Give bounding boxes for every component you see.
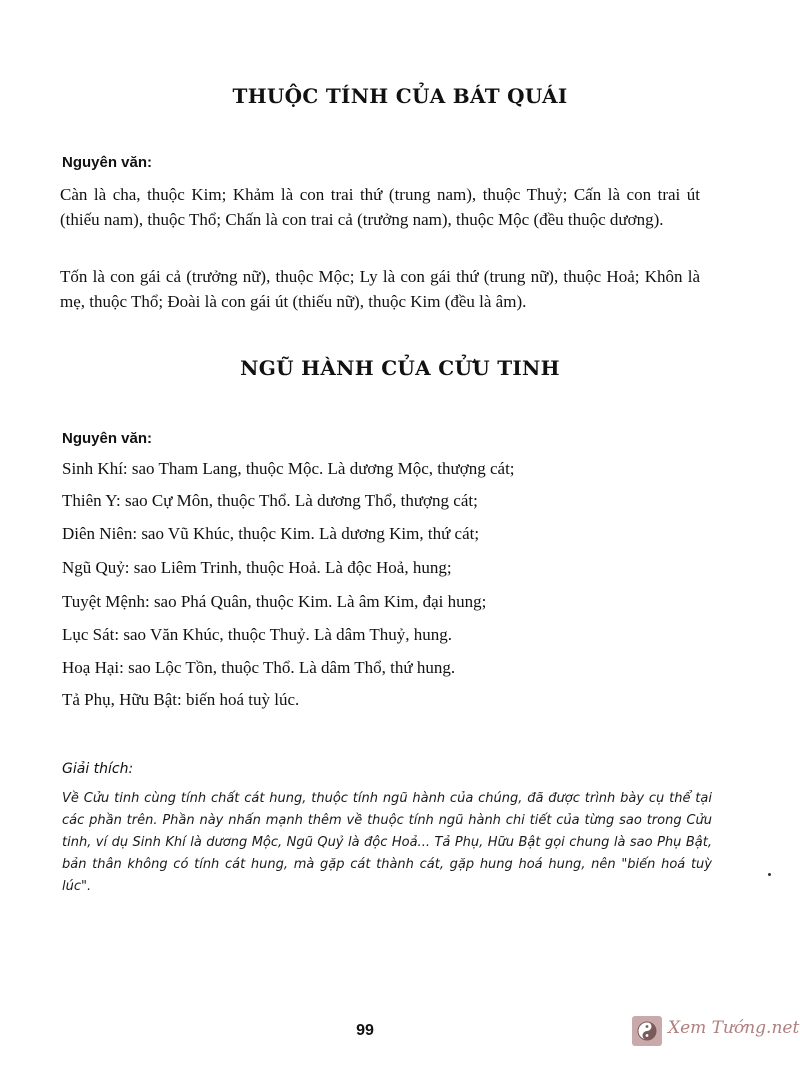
star-line-dien-nien: Diên Niên: sao Vũ Khúc, thuộc Kim. Là dương Kim, thứ cát;: [62, 524, 480, 543]
section2-subtitle: Nguyên văn:: [62, 430, 153, 447]
yin-yang-icon: [632, 1016, 662, 1046]
section1-title: THUỘC TÍNH CỦA BÁT QUÁI: [232, 84, 568, 108]
watermark: [632, 1012, 800, 1052]
section2-title: NGŨ HÀNH CỦA CỬU TINH: [240, 356, 560, 380]
star-line-tuyet-menh: Tuyệt Mệnh: sao Phá Quân, thuộc Kim. Là âm Kim, đại hung;: [62, 592, 487, 611]
section1-paragraph-1: Càn là cha, thuộc Kim; Khảm là con trai thứ (trung nam), thuộc Thuỷ; Cấn là con trai út (thiếu nam), thuộc Thổ; Chấn là con trai cả (trưởng nam), thuộc Mộc (đều thuộc dương).: [60, 185, 700, 229]
section1-subtitle: Nguyên văn:: [62, 154, 153, 171]
star-line-thien-y: Thiên Y: sao Cự Môn, thuộc Thổ. Là dương Thổ, thượng cát;: [62, 491, 478, 510]
star-line-sinh-khi: Sinh Khí: sao Tham Lang, thuộc Mộc. Là dương Mộc, thượng cát;: [62, 459, 515, 478]
stray-dot: [768, 873, 771, 876]
star-line-ta-phu: Tả Phụ, Hữu Bật: biến hoá tuỳ lúc.: [62, 690, 300, 709]
explanation-text: Về Cửu tinh cùng tính chất cát hung, thuộc tính ngũ hành của chúng, đã được trình bày cụ thể tại các phần trên. Phần này nhấn mạnh thêm về thuộc tính ngũ hành chi tiết của từng sao trong Cửu tinh, ví dụ Sinh Khí là dương Mộc, Ngũ Quỷ là độc Hoả... Tả Phụ, Hữu Bật gọi chung là sao Phụ Bật, bản thân không có tính cát hung, mà gặp cát thành cát, gặp hung hoá hung, nên "biến hoá tuỳ lúc".: [62, 791, 712, 894]
explanation-heading: Giải thích:: [62, 761, 134, 777]
watermark-text: Xem Tướng.net: [668, 1018, 800, 1038]
section1-paragraph-2: Tốn là con gái cả (trưởng nữ), thuộc Mộc; Ly là con gái thứ (trung nữ), thuộc Hoả; Khôn là mẹ, thuộc Thổ; Đoài là con gái út (thiếu nữ), thuộc Kim (đều là âm).: [60, 267, 700, 311]
page-number: 99: [356, 1022, 374, 1039]
star-line-ngu-quy: Ngũ Quỷ: sao Liêm Trinh, thuộc Hoả. Là độc Hoả, hung;: [62, 558, 452, 577]
star-line-hoa-hai: Hoạ Hại: sao Lộc Tồn, thuộc Thổ. Là dâm Thổ, thứ hung.: [62, 658, 456, 677]
star-line-luc-sat: Lục Sát: sao Văn Khúc, thuộc Thuỷ. Là dâm Thuỷ, hung.: [62, 625, 452, 644]
